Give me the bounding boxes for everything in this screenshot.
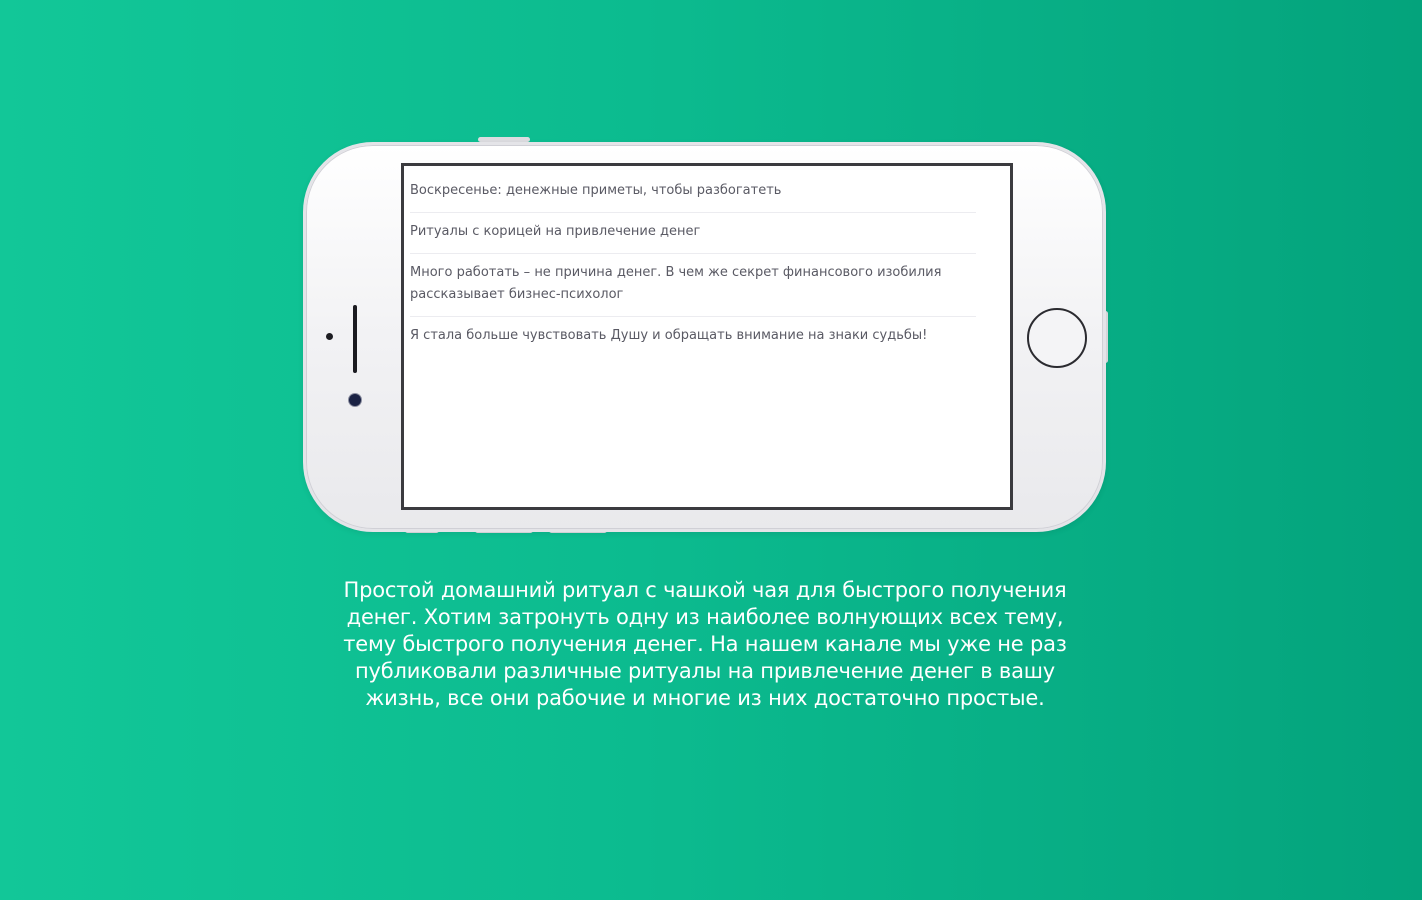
earpiece-speaker [353, 305, 357, 373]
article-list [404, 166, 1010, 357]
app-description: Простой домашний ритуал с чашкой чая для быстрого получения денег. Хотим затронуть одну из наиболее волнующих всех тему, тему быстрого получения денег. На нашем канале мы уже не раз публиковали различные ритуалы на привлечение денег в вашу жизнь, все они рабочие и многие из них достаточно простые. [343, 578, 1067, 710]
proximity-sensor [349, 394, 361, 406]
phone-screen [401, 163, 1013, 510]
article-item[interactable]: Я стала больше чувствовать Душу и обращать внимание на знаки судьбы! [410, 328, 928, 343]
phone-mockup [303, 142, 1106, 532]
home-button[interactable] [1027, 308, 1087, 368]
article-item[interactable]: Ритуалы с корицей на привлечение денег [410, 213, 976, 254]
front-camera-icon [326, 333, 333, 340]
article-item[interactable]: Воскресенье: денежные приметы, чтобы разбогатеть [410, 172, 976, 213]
article-item[interactable]: Много работать – не причина денег. В чем же секрет финансового изобилия рассказывает бизнес-психолог [410, 254, 976, 317]
